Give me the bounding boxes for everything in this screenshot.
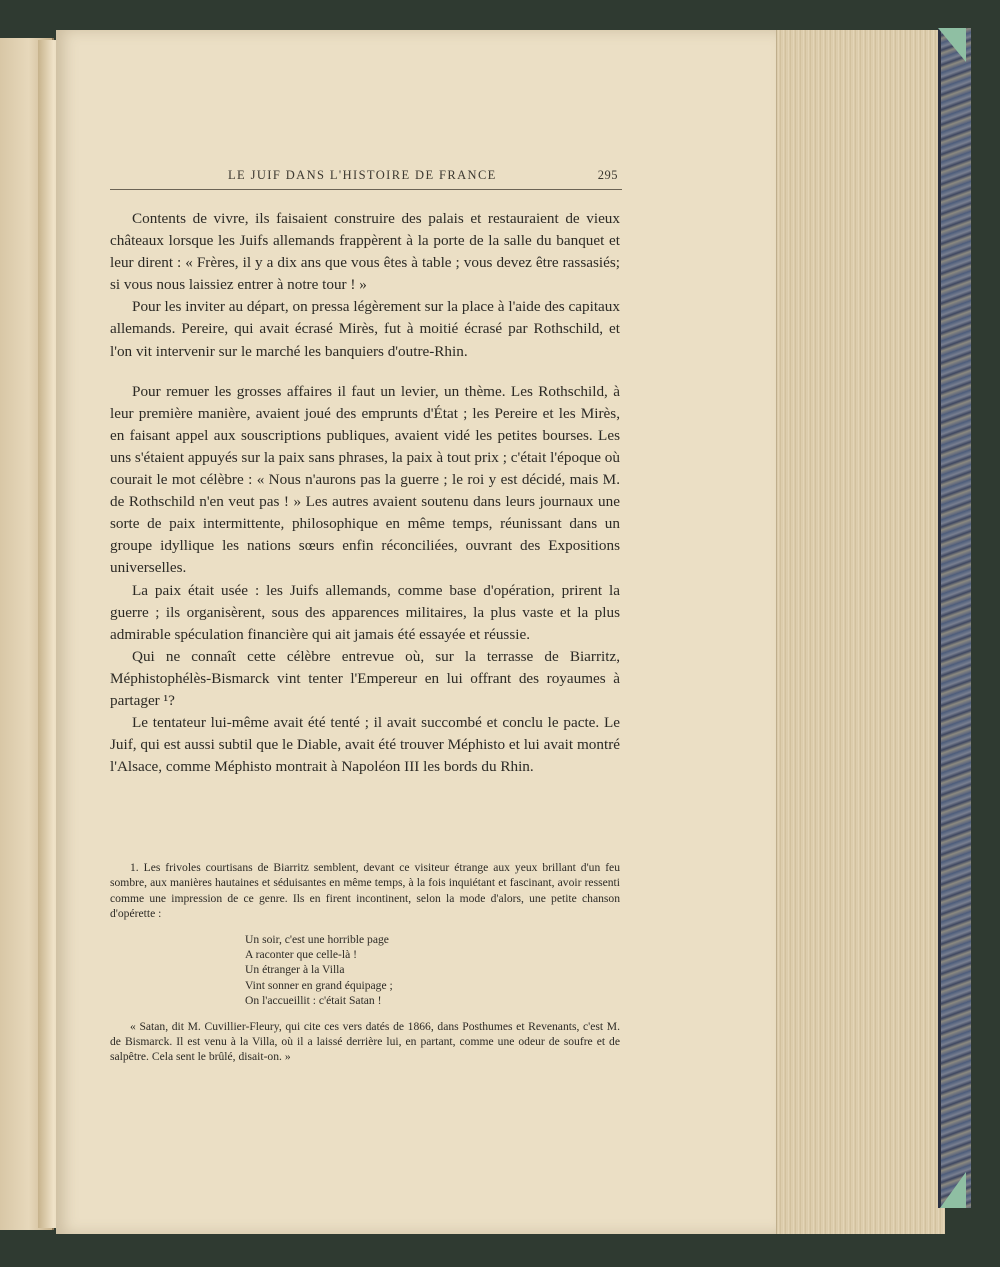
paragraph: La paix était usée : les Juifs allemands, comme base d'opération, prirent la guerre ; ils organisèrent, sous des apparences militaires, la plus vaste et la plus admirable spéculation financière qui ait jamais été essayée et réussie.	[110, 581, 620, 643]
paragraph: Pour les inviter au départ, on pressa légèrement sur la place à l'aide des capitaux allemands. Pereire, qui avait écrasé Mirès, fut à moitié écrasé par Rothschild, et l'on vit intervenir sur le marché les banquiers d'outre-Rhin.	[110, 298, 620, 360]
paragraph: Qui ne connaît cette célèbre entrevue où, sur la terrasse de Biarritz, Méphistophélès-Bismarck vint tenter l'Empereur en lui offrant des royaumes à partager ¹?	[110, 647, 620, 709]
footnotes	[110, 860, 620, 1065]
page-block-edges	[776, 30, 945, 1234]
page-number: 295	[597, 168, 618, 182]
poem-line: Un soir, c'est une horrible page	[245, 932, 389, 946]
paragraph: Pour remuer les grosses affaires il faut un levier, un thème. Les Rothschild, à leur première manière, avaient joué des emprunts d'État ; les Pereire et les Mirès, en faisant appel aux souscriptions publiques, avaient vidé les petites bourses. Les uns s'étaient appuyés sur la paix sans phrases, la paix à tout prix ; c'était l'époque où courait le mot célèbre : « Nous n'aurons pas la guerre ; le roi y est décidé, mais M. de Rothschild n'en veut pas ! » Les autres avaient soutenu dans leurs journaux une sorte de paix intermittente, philosophique en même temps, réunissant dans un groupe idyllique les nations sœurs enfin réconciliées, ouvrant des Expositions universelles.	[110, 382, 620, 577]
paragraph: Le tentateur lui-même avait été tenté ; il avait succombé et conclu le pacte. Le Juif, qui est aussi subtil que le Diable, avait été trouver Méphisto et lui avait montré l'Alsace, comme Méphisto montrait à Napoléon III les bords du Rhin.	[110, 714, 620, 776]
poem-line: A raconter que celle-là !	[245, 948, 358, 962]
poem-line: On l'accueillit : c'était Satan !	[245, 994, 382, 1008]
paragraph: Contents de vivre, ils faisaient construire des palais et restauraient de vieux châteaux lorsque les Juifs allemands frappèrent à la porte de la salle du banquet et leur dirent : « Frères, il y a dix ans que vous êtes à table ; vous devez être rassasiés; si vous nous laissiez entrer à notre tour ! »	[110, 210, 620, 294]
body-text	[110, 208, 620, 778]
footnote-quote: « Satan, dit M. Cuvillier-Fleury, qui cite ces vers datés de 1866, dans Posthumes et Revenants, c'est M. de Bismarck. Il est venu à la Villa, où il a laissé derrière lui, en partant, comme une odeur de soufre et de salpêtre. Cela sent le brûlé, disait-on. »	[110, 1019, 620, 1064]
marbled-cover	[938, 28, 971, 1208]
running-header	[110, 165, 622, 190]
poem	[245, 932, 620, 1009]
poem-line: Un étranger à la Villa	[245, 963, 345, 977]
poem-line: Vint sonner en grand équipage ;	[245, 978, 393, 992]
running-title: LE JUIF DANS L'HISTOIRE DE FRANCE	[228, 168, 497, 182]
footnote-intro: 1. Les frivoles courtisans de Biarritz semblent, devant ce visiteur étrange aux yeux brillant d'un feu sombre, aux manières hautaines et séduisantes en même temps, à la fois inquiétant et fascinant, avoir ressenti comme une impression de ce genre. Ils en firent incontinent, selon la mode d'alors, une petite chanson d'opérette :	[110, 861, 620, 921]
